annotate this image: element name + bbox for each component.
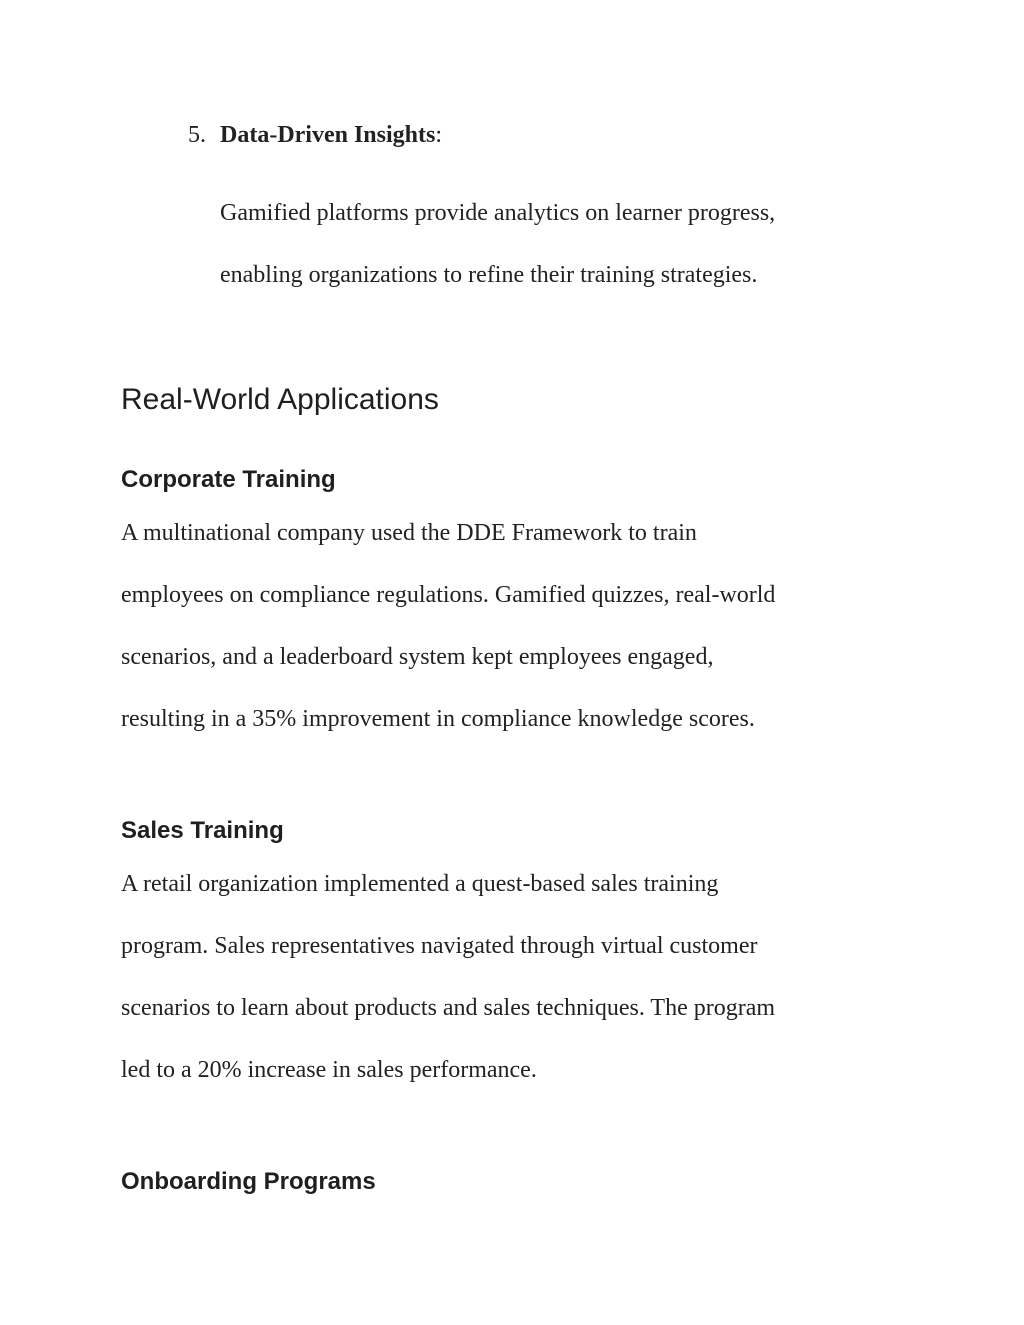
paragraph-line: resulting in a 35% improvement in compliance knowledge scores. [121,706,755,732]
list-item-colon: : [435,122,443,148]
list-marker: 5. [188,122,206,148]
paragraph-line: led to a 20% increase in sales performance. [121,1057,537,1083]
paragraph-line: program. Sales representatives navigated through virtual customer [121,933,758,959]
paragraph-line: A retail organization implemented a quest-based sales training [121,871,719,897]
list-item-body [220,182,920,306]
section-heading: Real-World Applications [121,383,439,416]
list-item-body-line: enabling organizations to refine their training strategies. [220,262,758,288]
paragraph-corporate-training [121,502,901,750]
paragraph-line: employees on compliance regulations. Gamified quizzes, real-world [121,582,776,608]
paragraph-line: scenarios, and a leaderboard system kept employees engaged, [121,644,714,670]
subsection-heading-sales-training: Sales Training [121,817,284,844]
subsection-heading-corporate-training: Corporate Training [121,466,336,493]
list-item-heading-bold: Data-Driven Insights [220,122,436,148]
paragraph-sales-training [121,853,901,1101]
paragraph-line: scenarios to learn about products and sales techniques. The program [121,995,776,1021]
paragraph-line: A multinational company used the DDE Framework to train [121,520,697,546]
list-item-heading [220,118,442,152]
list-item-body-line: Gamified platforms provide analytics on learner progress, [220,200,776,226]
subsection-heading-onboarding-programs: Onboarding Programs [121,1168,376,1195]
